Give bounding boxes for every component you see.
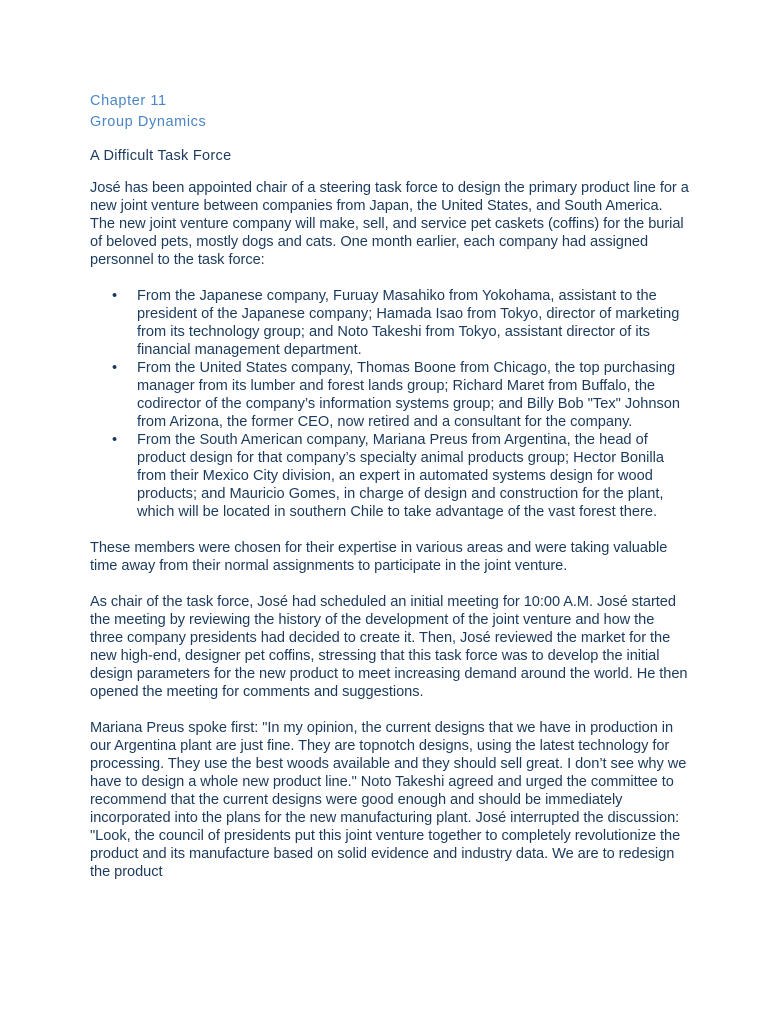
list-item-japan <box>90 287 690 359</box>
member-list <box>90 287 690 521</box>
meeting-paragraph: As chair of the task force, José had scheduled an initial meeting for 10:00 A.M. José started the meeting by reviewing the history of the development of the joint venture and how the three company presidents had decided to create it. Then, José reviewed the market for the new high-end, designer pet coffins, stressing that this task force was to develop the initial design parameters for the new product to meet increasing demand around the world. He then opened the meeting for comments and suggestions. <box>90 594 688 700</box>
list-item-text: From the United States company, Thomas Boone from Chicago, the top purchasing manager from its lumber and forest lands group; Richard Maret from Buffalo, the codirector of the company’s information systems group; and Billy Bob "Tex" Johnson from Arizona, the former CEO, now retired and a consultant for the company. <box>137 360 681 430</box>
list-item-text: From the South American company, Mariana Preus from Argentina, the head of product design for that company’s specialty animal products group; Hector Bonilla from their Mexico City division, an expert in automated systems design for wood products; and Mauricio Gomes, in charge of design and construction for the plant, which will be located in southern Chile to take advantage of the vast forest there. <box>137 432 665 520</box>
list-item-text: From the Japanese company, Furuay Masahiko from Yokohama, assistant to the president of the Japanese company; Hamada Isao from Tokyo, director of marketing from its technology group; and Noto Takeshi from Tokyo, assistant director of its financial management department. <box>137 288 680 358</box>
bullet-icon: • <box>112 360 118 376</box>
document-page <box>90 91 690 881</box>
mariana-paragraph: Mariana Preus spoke first: "In my opinion, the current designs that we have in production in our Argentina plant are just fine. They are topnotch designs, using the latest technology for processing. They use the best woods available and they should sell great. I don’t see why we have to design a whole new product line." Noto Takeshi agreed and urged the committee to recommend that the current designs were good enough and should be immediately incorporated into the plans for the new manufacturing plant. José interrupted the discussion: "Look, the council of presidents put this joint venture together to completely revolutionize the product and its manufacture based on solid evidence and industry data. We are to redesign the product <box>90 720 687 880</box>
intro-paragraph: José has been appointed chair of a steering task force to design the primary product line for a new joint venture between companies from Japan, the United States, and South America. The new joint venture company will make, sell, and service pet caskets (coffins) for the burial of beloved pets, mostly dogs and cats. One month earlier, each company had assigned personnel to the task force: <box>90 180 689 268</box>
bullet-icon: • <box>112 432 118 448</box>
case-title: A Difficult Task Force <box>90 148 232 164</box>
chapter-title: Group Dynamics <box>90 114 207 130</box>
members-paragraph: These members were chosen for their expertise in various areas and were taking valuable time away from their normal assignments to participate in the joint venture. <box>90 540 668 574</box>
list-item-united-states <box>90 359 690 431</box>
list-item-south-america <box>90 431 690 521</box>
bullet-icon: • <box>112 288 118 304</box>
chapter-number: Chapter 11 <box>90 93 167 109</box>
